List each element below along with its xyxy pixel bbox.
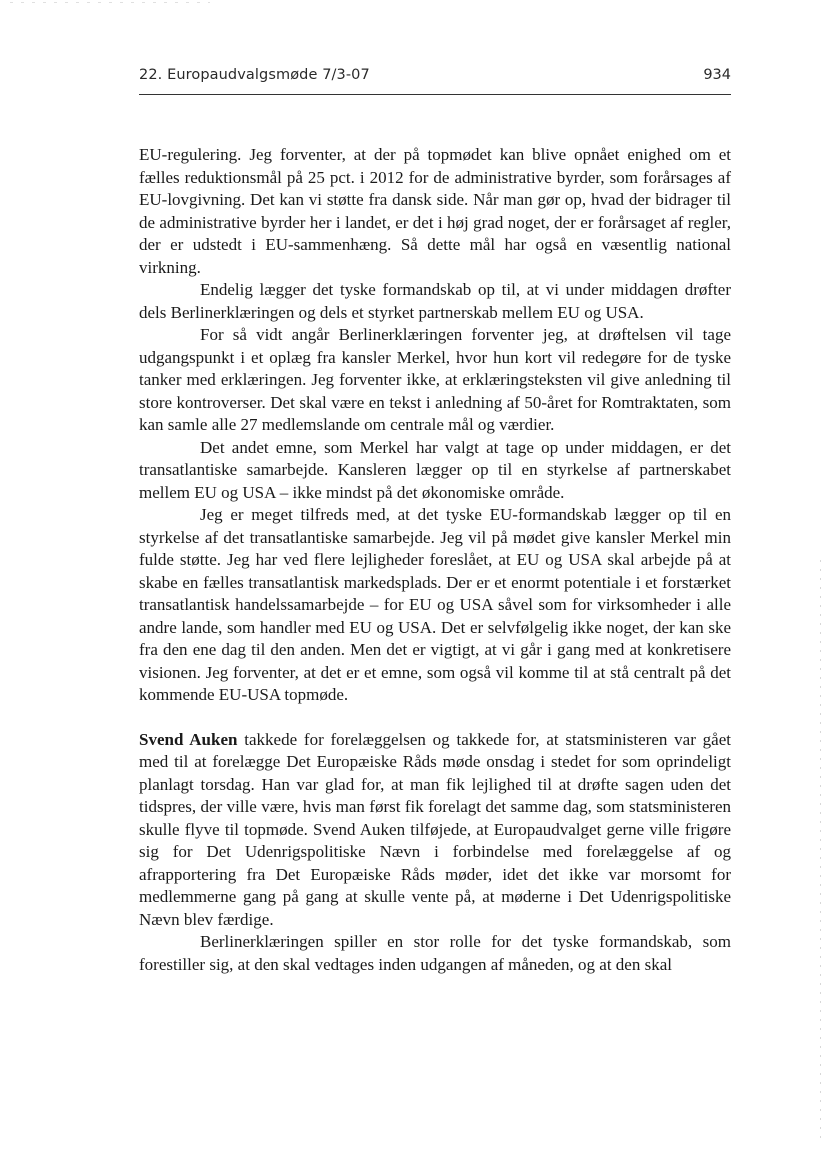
speaker-text: takkede for forelæggelsen og takkede for, at statsministeren var gået med til at forelægge Det Europæiske Råds møde onsdag i stedet for som oprindeligt planlagt torsdag. Han var glad for, at man fik lejlighed til at drøfte sagen uden det tidspres, der ville være, hvis man først fik forelagt det samme dag, som statsministeren skulle flyve til topmøde. Svend Auken tilføjede, at Europaudvalget gerne ville frigøre sig for Det Udenrigspolitiske Nævn i forbindelse med forelæggelse af og afrapportering fra Det Europæiske Råds møder, idet det ikke var morsomt for medlemmerne gang på gang at skulle vente på, at møderne i Det Udenrigspolitiske Nævn blev færdige. <box>139 729 731 929</box>
page-number: 934 <box>703 67 731 83</box>
header-rule <box>139 94 731 95</box>
document-body <box>139 144 731 976</box>
paragraph: Det andet emne, som Merkel har valgt at tage op under middagen, er det transatlantiske samarbejde. Kansleren lægger op til en styrkelse af partnerskabet mellem EU og USA – ikke mindst på det økonomiske område. <box>139 437 731 502</box>
paragraph: Endelig lægger det tyske formandskab op til, at vi under middagen drøfter dels Berlinerklæringen og dels et styrket partnerskab mellem EU og USA. <box>139 280 731 322</box>
page-header <box>139 64 731 94</box>
paragraph: EU-regulering. Jeg forventer, at der på topmødet kan blive opnået enighed om et fælles reduktionsmål på 25 pct. i 2012 for de administrative byrder, som forårsages af EU-lovgivning. Det kan vi støtte fra dansk side. Når man gør op, hvad der bidrager til de administrative byrder her i landet, er det i høj grad noget, der er forårsaget af regler, der er udstedt i EU-sammenhæng. Så dette mål har også en væsentlig national virkning. <box>139 145 731 277</box>
speaker-name: Svend Auken <box>139 729 238 749</box>
scan-edge-marks <box>10 2 210 3</box>
paragraph: Berlinerklæringen spiller en stor rolle for det tyske formandskab, som forestiller sig, at den skal vedtages inden udgangen af måneden, og at den skal <box>139 932 731 974</box>
paragraph: For så vidt angår Berlinerklæringen forventer jeg, at drøftelsen vil tage udgangspunkt i et oplæg fra kansler Merkel, hvor hun kort vil redegøre for de tyske tanker med erklæringen. Jeg forventer ikke, at erklæringsteksten vil give anledning til store kontroverser. Det skal være en tekst i anledning af 50-året for Romtraktaten, som kan samle alle 27 medlemslande om centrale mål og værdier. <box>139 325 731 434</box>
speaker-paragraph <box>139 729 731 932</box>
scan-edge-marks <box>820 560 821 1140</box>
paragraph: Jeg er meget tilfreds med, at det tyske EU-formandskab lægger op til en styrkelse af det transatlantiske samarbejde. Jeg vil på mødet give kansler Merkel min fulde støtte. Jeg har ved flere lejligheder foreslået, at EU og USA skal arbejde på at skabe en fælles transatlantisk markedsplads. Der er et enormt potentiale i et forstærket transatlantisk handelssamarbejde – for EU og USA såvel som for virksomheder i alle andre lande, som handler med EU og USA. Det er selvfølgelig ikke noget, der kan ske fra den ene dag til den anden. Men det er vigtigt, at vi går i gang med at konkretisere visionen. Jeg forventer, at det er et emne, som også vil komme til at stå centralt på det kommende EU-USA topmøde. <box>139 505 731 704</box>
header-title: 22. Europaudvalgsmøde 7/3-07 <box>139 67 370 83</box>
